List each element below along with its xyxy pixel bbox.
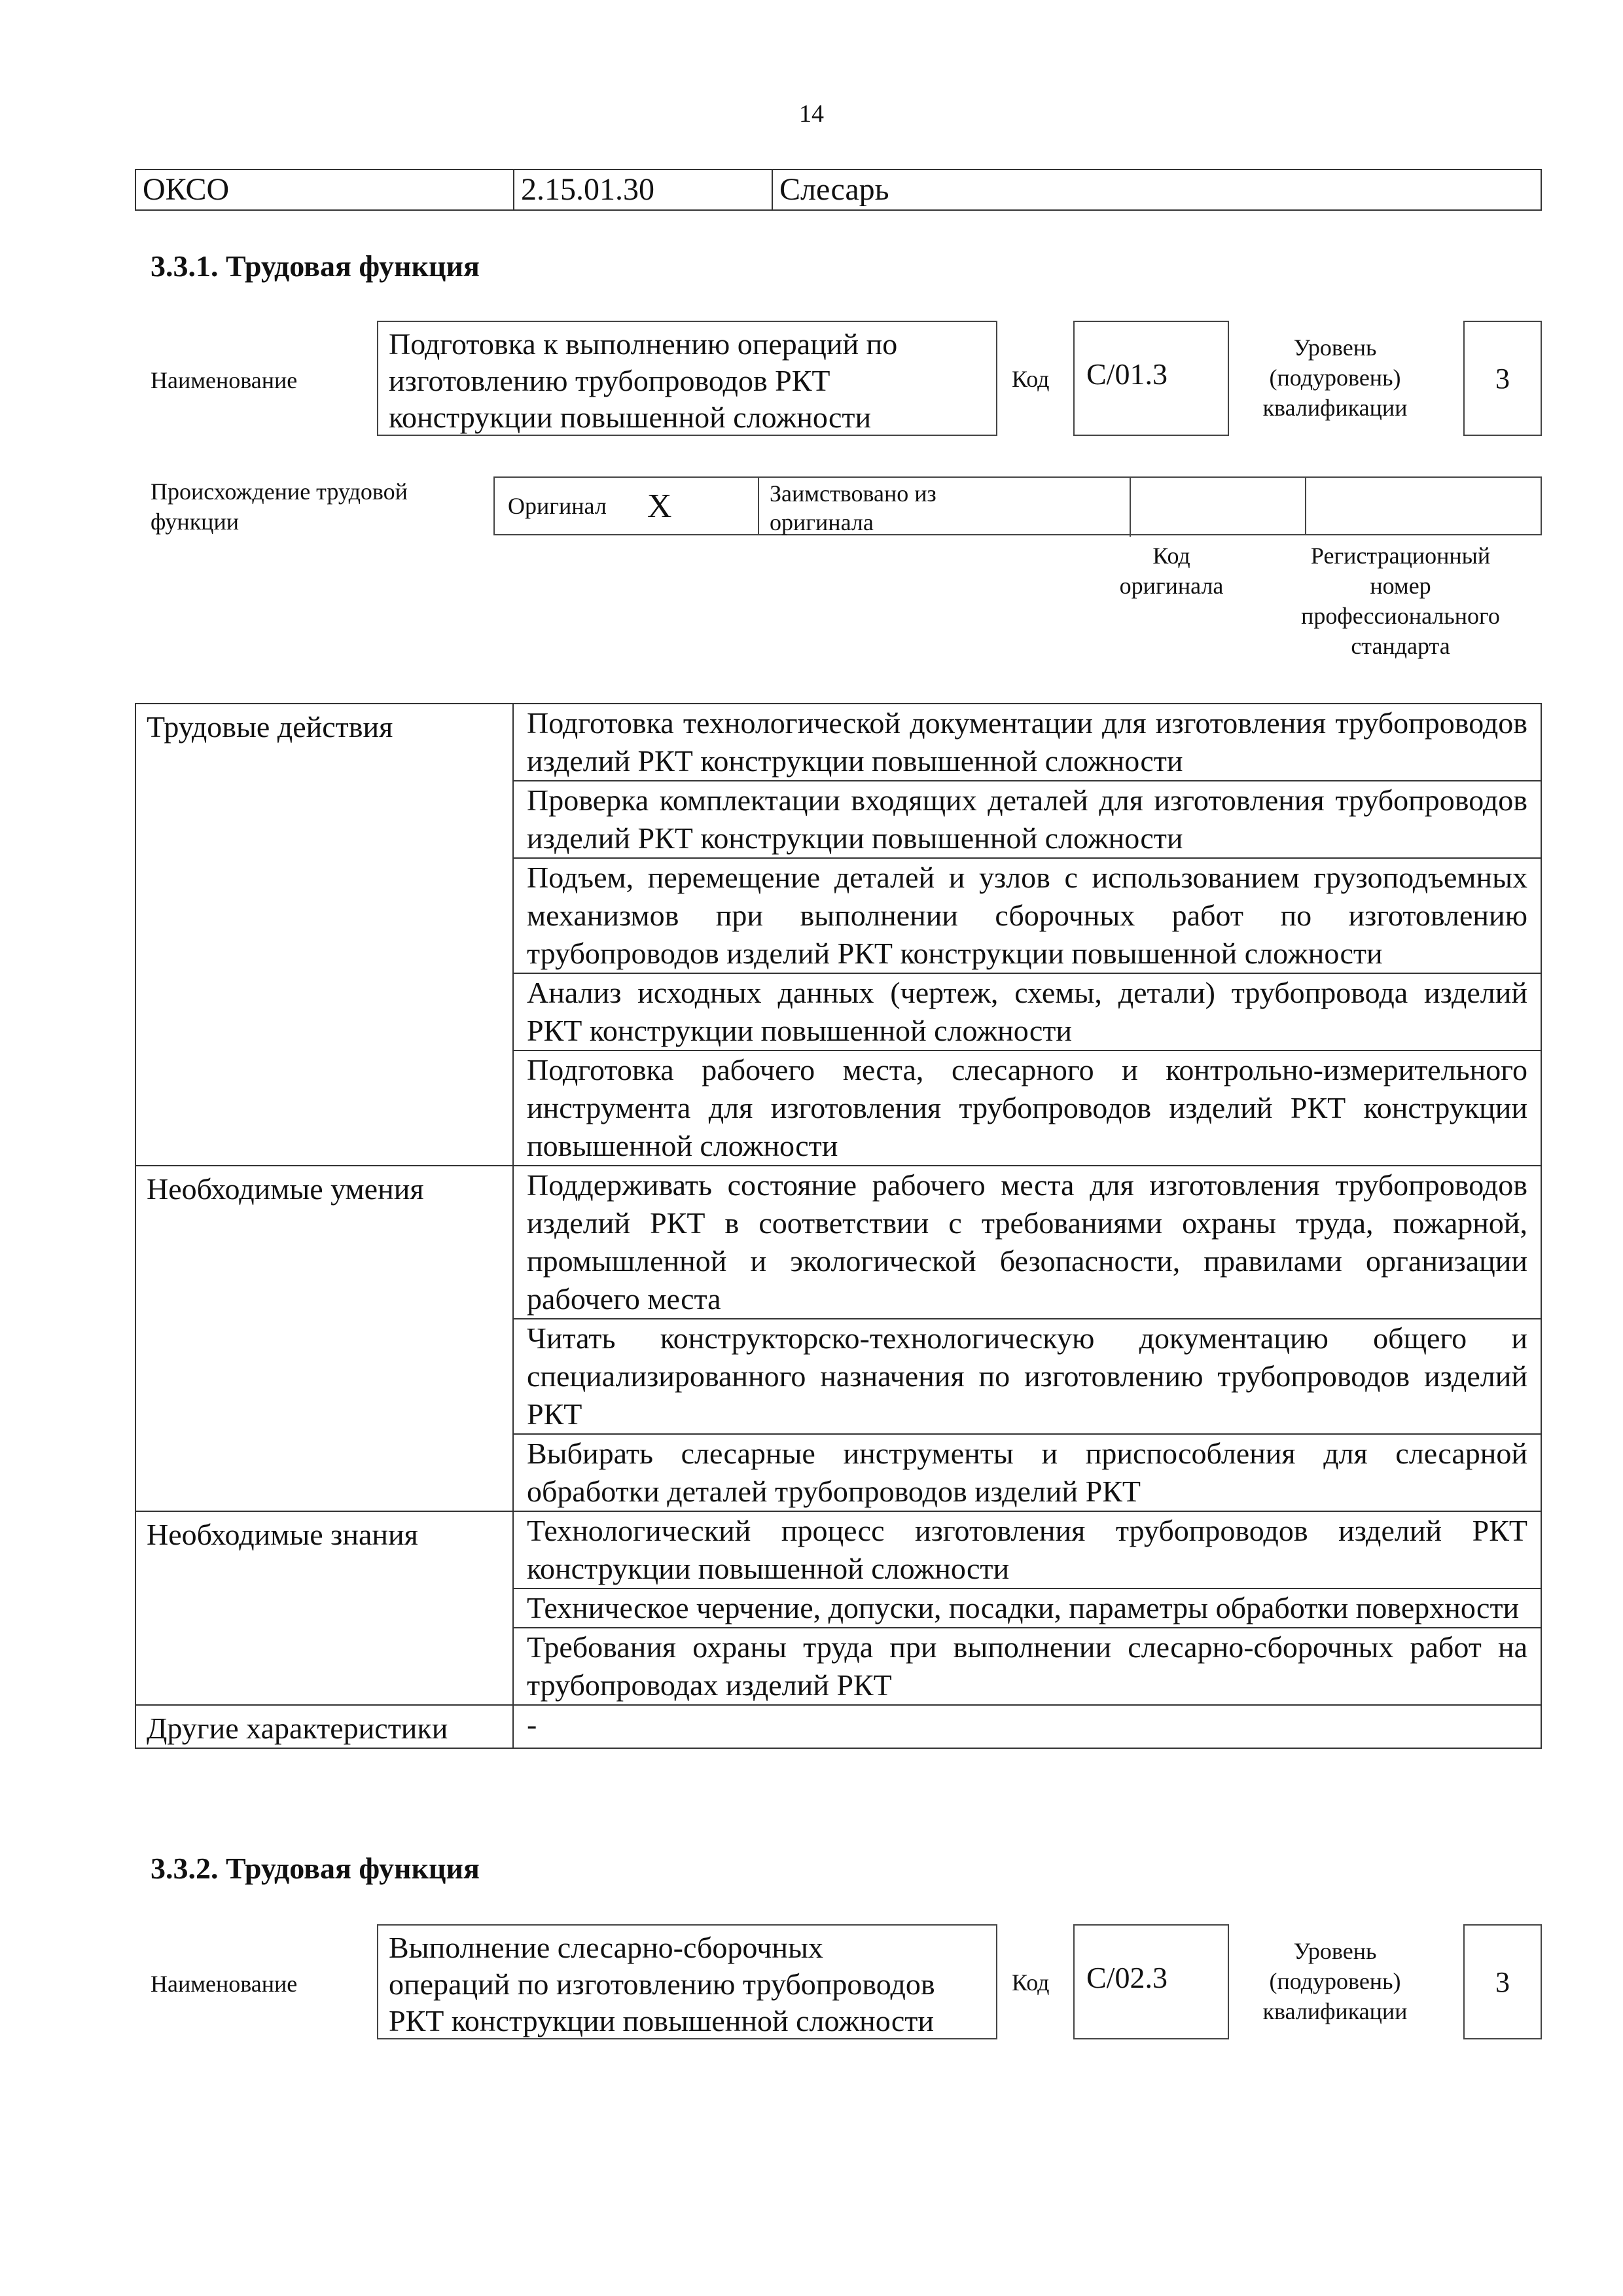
origin-row [493,476,1542,535]
level-label-line: Уровень [1293,1938,1377,1964]
level-value-331: 3 [1463,321,1542,436]
original-code-caption [1086,541,1257,601]
caption-line: Код [1152,543,1190,569]
caption-line: Регистрационный [1310,543,1491,569]
name-label-331: Наименование [151,367,298,393]
table-cell: Техническое черчение, допуски, посадки, параметры обработки поверхности [513,1588,1541,1628]
origin-label-line: функции [151,509,239,535]
origin-label-line: Происхождение трудовой [151,478,408,505]
function-name-line: Выполнение слесарно-сборочных [389,1931,823,1964]
code-box-331: С/01.3 [1073,321,1229,436]
original-label: Оригинал [508,493,607,519]
page-number: 14 [799,100,824,128]
actions-label: Трудовые действия [135,704,513,1166]
other-label: Другие характеристики [135,1705,513,1748]
borrowed-cell [759,478,1131,537]
origin-label [151,476,408,537]
function-name-box-332 [377,1924,997,2039]
table-cell: Анализ исходных данных (чертеж, схемы, детали) трубопровода изделий РКТ конструкции повышенной сложности [513,973,1541,1050]
table-row [135,704,1541,781]
registration-number-cell [1306,478,1541,534]
table-cell: Подъем, перемещение деталей и узлов с использованием грузоподъемных механизмов при выполнении сборочных работ по изготовлению трубопроводов изделий РКТ конструкции повышенной сложности [513,858,1541,973]
section-title-331: 3.3.1. Трудовая функция [151,249,480,283]
level-label-line: (подуровень) [1269,365,1401,391]
table-cell: Требования охраны труда при выполнении слесарно-сборочных работ на трубопроводах изделий РКТ [513,1628,1541,1705]
caption-line: стандарта [1351,633,1450,659]
skills-label: Необходимые умения [135,1166,513,1511]
table-cell: Проверка комплектации входящих деталей для изготовления трубопроводов изделий РКТ конструкции повышенной сложности [513,781,1541,858]
function-name-line: операций по изготовлению трубопроводов [389,1967,935,2001]
caption-line: профессионального [1301,603,1500,629]
original-code-cell [1131,478,1306,534]
original-mark: X [647,487,672,525]
code-box-332: С/02.3 [1073,1924,1229,2039]
level-label-331 [1243,332,1427,423]
table-row [135,1166,1541,1319]
table-row [135,1705,1541,1748]
table-cell: Читать конструкторско-технологическую документацию общего и специализированного назначения по изготовлению трубопроводов изделий РКТ [513,1319,1541,1434]
level-label-line: квалификации [1262,1998,1408,2024]
table-cell: - [513,1705,1541,1748]
function-name-box-331 [377,321,997,436]
function-name-line: конструкции повышенной сложности [389,401,872,434]
level-value-332: 3 [1463,1924,1542,2039]
name-label-332: Наименование [151,1971,298,1997]
caption-line: оригинала [1119,573,1224,599]
caption-line: номер [1370,573,1431,599]
function-name-line: РКТ конструкции повышенной сложности [389,2004,935,2037]
level-label-line: Уровень [1293,334,1377,361]
okso-row [135,169,1542,211]
labor-function-table [135,703,1542,1749]
function-name-line: Подготовка к выполнению операций по [389,327,898,361]
origin-original-cell [495,478,759,534]
table-cell: Технологический процесс изготовления трубопроводов изделий РКТ конструкции повышенной сложности [513,1511,1541,1588]
knowledge-label: Необходимые знания [135,1511,513,1705]
code-label-332: Код [1012,1969,1050,1996]
okso-profession: Слесарь [779,172,889,207]
table-cell: Подготовка рабочего места, слесарного и контрольно-измерительного инструмента для изготовления трубопроводов изделий РКТ конструкции повышенной сложности [513,1050,1541,1166]
table-row [135,1511,1541,1588]
okso-code: 2.15.01.30 [514,170,773,209]
code-label-331: Код [1012,366,1050,392]
table-cell: Выбирать слесарные инструменты и приспособления для слесарной обработки деталей трубопроводов изделий РКТ [513,1434,1541,1511]
okso-label: ОКСО [136,170,514,209]
table-cell: Подготовка технологической документации для изготовления трубопроводов изделий РКТ конструкции повышенной сложности [513,704,1541,781]
section-title-332: 3.3.2. Трудовая функция [151,1852,480,1885]
level-label-line: квалификации [1262,395,1408,421]
borrowed-line: оригинала [770,509,874,535]
table-cell: Поддерживать состояние рабочего места для изготовления трубопроводов изделий РКТ в соответствии с требованиями охраны труда, пожарной, промышленной и экологической безопасности, правилами организации рабочего места [513,1166,1541,1319]
borrowed-line: Заимствовано из [770,480,936,507]
registration-number-caption [1263,541,1538,661]
level-label-332 [1243,1936,1427,2026]
level-label-line: (подуровень) [1269,1968,1401,1994]
function-name-line: изготовлению трубопроводов РКТ [389,364,830,397]
